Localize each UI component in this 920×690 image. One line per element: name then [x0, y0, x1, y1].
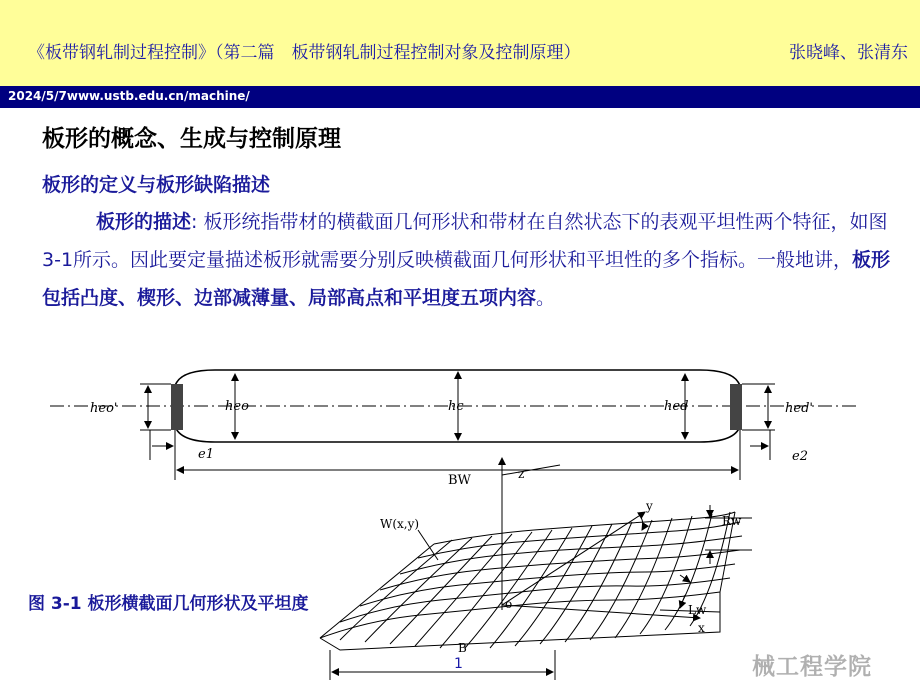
rw-label: Rw	[722, 514, 742, 528]
authors: 张晓峰、张清东	[789, 43, 908, 63]
z-axis-label: z	[518, 467, 525, 481]
body-text: : 板形统指带材的横截面几何形状和带材在自然状态下的表观平坦性两个特征，如图3-1所示。因此要定量描述板形就需要分别反映横截面几何形状和平坦性的多个指标。一般地讲，	[42, 211, 888, 271]
main-title: 板形的概念、生成与控制原理	[42, 126, 341, 152]
sub-title: 板形的定义与板形缺陷描述	[42, 174, 271, 196]
date-url: 2024/5/7www.ustb.edu.cn/machine/	[8, 89, 250, 103]
bw-label: BW	[448, 473, 471, 488]
lead-term: 板形的描述	[96, 211, 192, 233]
course-title: 《板带钢轧制过程控制》（第二篇 板带钢轧制过程控制对象及控制原理）	[28, 43, 581, 63]
body-paragraph	[42, 203, 892, 317]
body-bold: 板形包括凸度、楔形、边部减薄量、局部高点和平坦度五项内容	[42, 249, 891, 309]
url-bar	[0, 86, 920, 108]
heo-prime-label: heo'	[90, 401, 118, 416]
flatness-3d-diagram	[320, 458, 752, 680]
wxy-label: W(x,y)	[380, 517, 420, 531]
lw-label: Lw	[688, 603, 707, 617]
page-number: 1	[454, 656, 463, 672]
y-axis-label: y	[646, 499, 653, 513]
heo-label: heo	[225, 399, 249, 414]
figure-caption: 图 3-1 板形横截面几何形状及平坦度	[28, 594, 309, 614]
body-end: 。	[536, 287, 556, 309]
hed-label: hed	[664, 399, 689, 414]
surface-mesh	[320, 512, 742, 650]
school-logo-text: 械工程学院	[752, 654, 872, 680]
hc-label: hc	[448, 399, 464, 414]
x-axis-label: x	[698, 621, 705, 635]
e1-label: e1	[198, 447, 214, 462]
b-label: B	[458, 641, 467, 655]
figure-3-1	[40, 350, 880, 690]
e2-label: e2	[792, 449, 808, 464]
cross-section-diagram	[50, 370, 860, 488]
hed-prime-label: hed'	[785, 401, 813, 416]
slide-header	[0, 0, 920, 86]
origin-label: o	[505, 597, 513, 611]
